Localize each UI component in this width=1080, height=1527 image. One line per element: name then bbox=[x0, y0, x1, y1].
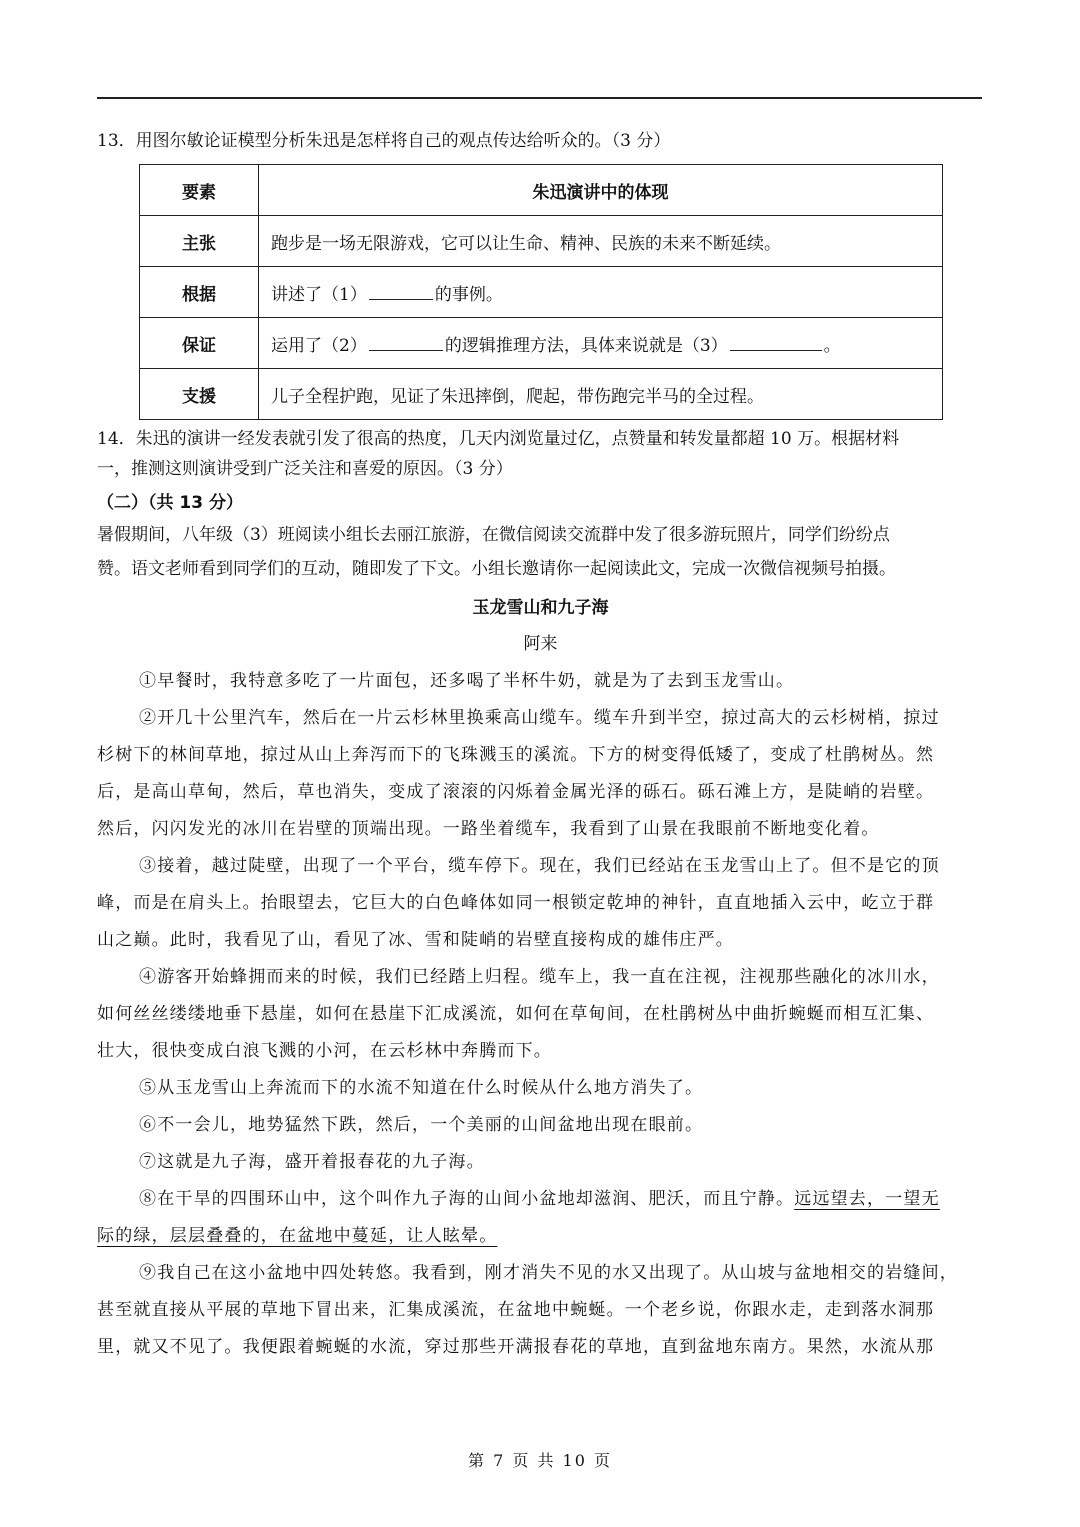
table-value-backing: 儿子全程护跑，见证了朱迅摔倒，爬起，带伤跑完半马的全过程。 bbox=[259, 369, 943, 420]
essay-line: ③接着，越过陡壁，出现了一个平台，缆车停下。现在，我们已经站在玉龙雪山上了。但不是它的顶 bbox=[139, 856, 940, 875]
essay-line: ④游客开始蜂拥而来的时候，我们已经踏上归程。缆车上，我一直在注视，注视那些融化的冰川水， bbox=[139, 967, 940, 986]
essay-text: ⑧在干旱的四围环山中，这个叫作九子海的山间小盆地却滋润、肥沃，而且宁静。 bbox=[139, 1189, 795, 1208]
essay-paragraph-2 bbox=[97, 699, 984, 847]
essay-paragraph-8 bbox=[97, 1180, 984, 1254]
essay-title: 玉龙雪山和九子海 bbox=[472, 598, 609, 618]
question-14-line: 一，推测这则演讲受到广泛关注和喜爱的原因。（3 分） bbox=[97, 459, 513, 479]
essay-paragraph-9 bbox=[97, 1254, 984, 1365]
essay-line: 后，是高山草甸，然后，草也消失，变成了滚滚的闪烁着金属光泽的砾石。砾石滩上方，是陡峭的岩壁。 bbox=[97, 782, 935, 801]
table-row bbox=[140, 216, 943, 267]
warrant-text-mid: 的逻辑推理方法，具体来说就是（3） bbox=[444, 335, 728, 356]
grounds-text-after: 的事例。 bbox=[434, 284, 503, 305]
table-key-grounds: 根据 bbox=[140, 267, 259, 318]
answer-blank-1[interactable] bbox=[369, 281, 433, 300]
grounds-text-before: 讲述了（1） bbox=[271, 284, 367, 305]
table-key-backing: 支援 bbox=[140, 369, 259, 420]
table-header-row bbox=[140, 165, 943, 216]
table-key-warrant: 保证 bbox=[140, 318, 259, 369]
essay-body bbox=[97, 662, 984, 1365]
page-content bbox=[97, 126, 984, 1365]
question-14 bbox=[97, 424, 984, 484]
section-intro-line: 暑假期间，八年级（3）班阅读小组长去丽江旅游，在微信阅读交流群中发了很多游玩照片，同学们纷纷点 bbox=[97, 525, 890, 545]
page-footer: 第 7 页 共 10 页 bbox=[468, 1451, 612, 1470]
essay-line: 甚至就直接从平展的草地下冒出来，汇集成溪流，在盆地中蜿蜒。一个老乡说，你跟水走，走到落水洞那 bbox=[97, 1300, 935, 1319]
essay-line bbox=[97, 1217, 984, 1254]
essay-line: 里，就又不见了。我便跟着蜿蜒的水流，穿过那些开满报春花的草地，直到盆地东南方。果然，水流从那 bbox=[97, 1337, 935, 1356]
essay-line: 山之巅。此时，我看见了山，看见了冰、雪和陡峭的岩壁直接构成的雄伟庄严。 bbox=[97, 930, 734, 949]
table-value-claim: 跑步是一场无限游戏，它可以让生命、精神、民族的未来不断延续。 bbox=[259, 216, 943, 267]
warrant-text-after: 。 bbox=[823, 335, 841, 356]
essay-paragraph-1: ①早餐时，我特意多吃了一片面包，还多喝了半杯牛奶，就是为了去到玉龙雪山。 bbox=[139, 671, 795, 690]
header-rule bbox=[97, 97, 982, 99]
underlined-sentence: 际的绿，层层叠叠的，在盆地中蔓延，让人眩晕。 bbox=[97, 1226, 498, 1245]
essay-author: 阿来 bbox=[523, 634, 558, 654]
table-row bbox=[140, 267, 943, 318]
essay-line bbox=[97, 1180, 984, 1217]
underlined-sentence: 远远望去，一望无 bbox=[794, 1189, 940, 1208]
table-row bbox=[140, 369, 943, 420]
essay-paragraph-4 bbox=[97, 958, 984, 1069]
table-header-element: 要素 bbox=[140, 165, 259, 216]
table-row bbox=[140, 318, 943, 369]
essay-line: 如何丝丝缕缕地垂下悬崖，如何在悬崖下汇成溪流，如何在草甸间，在杜鹃树丛中曲折蜿蜒而相互汇集、 bbox=[97, 1004, 935, 1023]
table-value-warrant bbox=[259, 318, 943, 369]
question-14-line: 14．朱迅的演讲一经发表就引发了很高的热度，几天内浏览量过亿，点赞量和转发量都超 10 万。根据材料 bbox=[97, 429, 900, 449]
warrant-text-before: 运用了（2） bbox=[271, 335, 367, 356]
section-intro-line: 赞。语文老师看到同学们的互动，随即发了下文。小组长邀请你一起阅读此文，完成一次微信视频号拍摄。 bbox=[97, 559, 896, 579]
essay-line: 峰，而是在肩头上。抬眼望去，它巨大的白色峰体如同一根锁定乾坤的神针，直直地插入云中，屹立于群 bbox=[97, 893, 935, 912]
table-header-embodiment: 朱迅演讲中的体现 bbox=[259, 165, 943, 216]
essay-line: 然后，闪闪发光的冰川在岩壁的顶端出现。一路坐着缆车，我看到了山景在我眼前不断地变化着。 bbox=[97, 819, 880, 838]
essay-line: ②开几十公里汽车，然后在一片云杉林里换乘高山缆车。缆车升到半空，掠过高大的云杉树梢，掠过 bbox=[139, 708, 940, 727]
essay-paragraph-6: ⑥不一会儿，地势猛然下跌，然后，一个美丽的山间盆地出现在眼前。 bbox=[139, 1115, 704, 1134]
table-value-grounds bbox=[259, 267, 943, 318]
answer-blank-2[interactable] bbox=[369, 332, 443, 351]
answer-blank-3[interactable] bbox=[730, 332, 822, 351]
question-13: 13．用图尔敏论证模型分析朱迅是怎样将自己的观点传达给听众的。（3 分） bbox=[97, 131, 671, 151]
essay-paragraph-3 bbox=[97, 847, 984, 958]
table-key-claim: 主张 bbox=[140, 216, 259, 267]
essay-line: 杉树下的林间草地，掠过从山上奔泻而下的飞珠溅玉的溪流。下方的树变得低矮了，变成了杜鹃树丛。然 bbox=[97, 745, 935, 764]
section-heading: （二）（共 13 分） bbox=[97, 493, 243, 513]
essay-line: 壮大，很快变成白浪飞溅的小河，在云杉林中奔腾而下。 bbox=[97, 1041, 552, 1060]
essay-line: ⑨我自己在这小盆地中四处转悠。我看到，刚才消失不见的水又出现了。从山坡与盆地相交的岩缝间， bbox=[139, 1263, 958, 1282]
essay-paragraph-7: ⑦这就是九子海，盛开着报春花的九子海。 bbox=[139, 1152, 485, 1171]
toulmin-table bbox=[139, 164, 943, 420]
essay-paragraph-5: ⑤从玉龙雪山上奔流而下的水流不知道在什么时候从什么地方消失了。 bbox=[139, 1078, 704, 1097]
